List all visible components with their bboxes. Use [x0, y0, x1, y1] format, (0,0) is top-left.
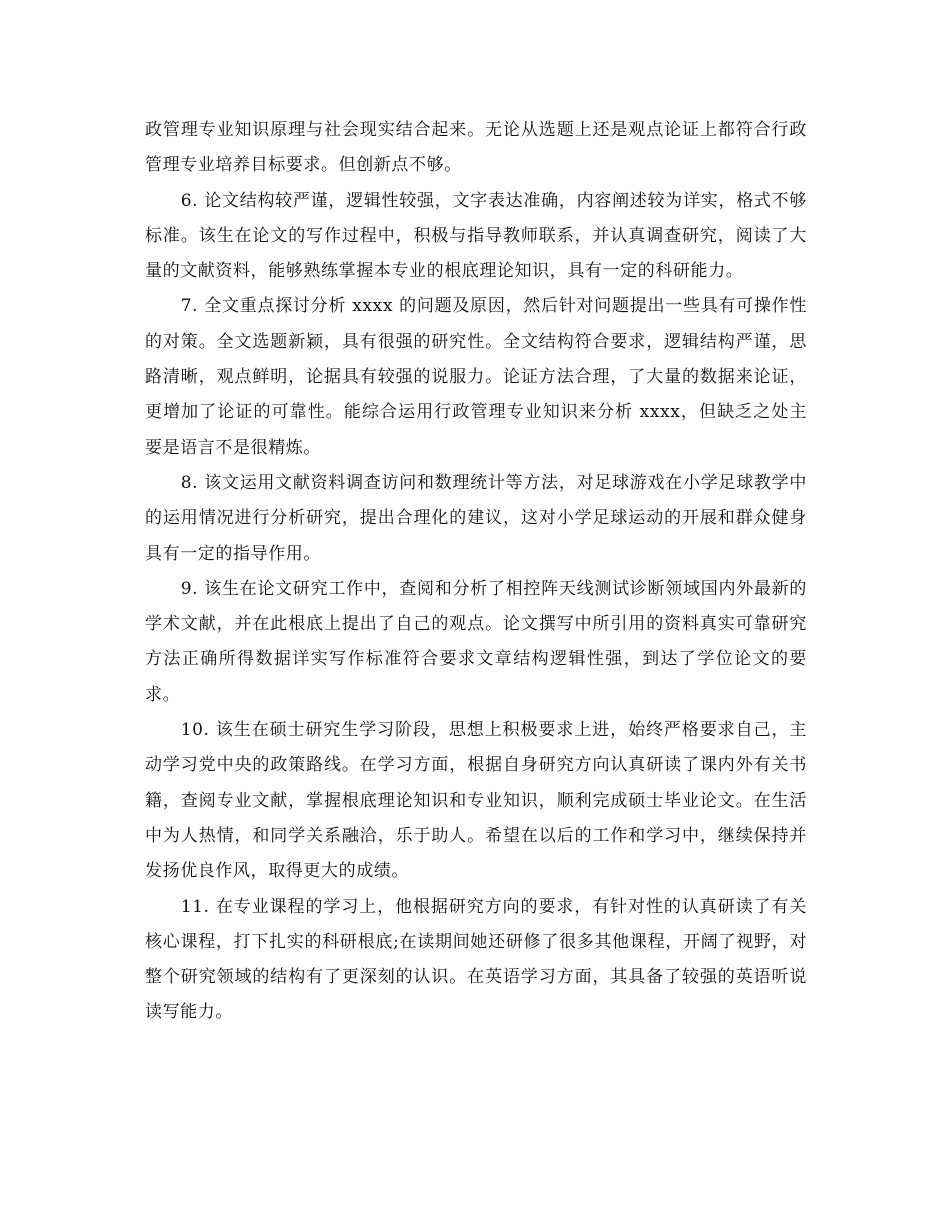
paragraph-item-9: 9. 该生在论文研究工作中，查阅和分析了相控阵天线测试诊断领域国内外最新的学术文献，并在此根底上提出了自己的观点。论文撰写中所引用的资料真实可靠研究方法正确所得数据详实写作标准符合要求文章结构逻辑性强，到达了学位论文的要求。 [145, 578, 807, 705]
paragraph-item-8: 8. 该文运用文献资料调查访问和数理统计等方法，对足球游戏在小学足球教学中的运用情况进行分析研究，提出合理化的建议，这对小学足球运动的开展和群众健身具有一定的指导作用。 [145, 472, 807, 564]
document-page [145, 113, 807, 1031]
paragraph-item-11: 11. 在专业课程的学习上，他根据研究方向的要求，有针对性的认真研读了有关核心课程，打下扎实的科研根底;在读期间她还研修了很多其他课程，开阔了视野，对整个研究领域的结构有了更深刻的认识。在英语学习方面，其具备了较强的英语听说读写能力。 [145, 896, 807, 1023]
paragraph-continuation: 政管理专业知识原理与社会现实结合起来。无论从选题上还是观点论证上都符合行政管理专业培养目标要求。但创新点不够。 [145, 120, 807, 176]
paragraph-item-6: 6. 论文结构较严谨，逻辑性较强，文字表达准确，内容阐述较为详实，格式不够标准。该生在论文的写作过程中，积极与指导教师联系，并认真调查研究，阅读了大量的文献资料，能够熟练掌握本专业的根底理论知识，具有一定的科研能力。 [145, 190, 807, 282]
paragraph-item-7: 7. 全文重点探讨分析 xxxx 的问题及原因，然后针对问题提出一些具有可操作性的对策。全文选题新颖，具有很强的研究性。全文结构符合要求，逻辑结构严谨，思路清晰，观点鲜明，论据具有较强的说服力。论证方法合理，了大量的数据来论证，更增加了论证的可靠性。能综合运用行政管理专业知识来分析 xxxx，但缺乏之处主要是语言不是很精炼。 [145, 296, 807, 458]
paragraph-item-10: 10. 该生在硕士研究生学习阶段，思想上积极要求上进，始终严格要求自己，主动学习党中央的政策路线。在学习方面，根据自身研究方向认真研读了课内外有关书籍，查阅专业文献，掌握根底理论知识和专业知识，顺利完成硕士毕业论文。在生活中为人热情，和同学关系融洽，乐于助人。希望在以后的工作和学习中，继续保持并发扬优良作风，取得更大的成绩。 [145, 720, 807, 882]
